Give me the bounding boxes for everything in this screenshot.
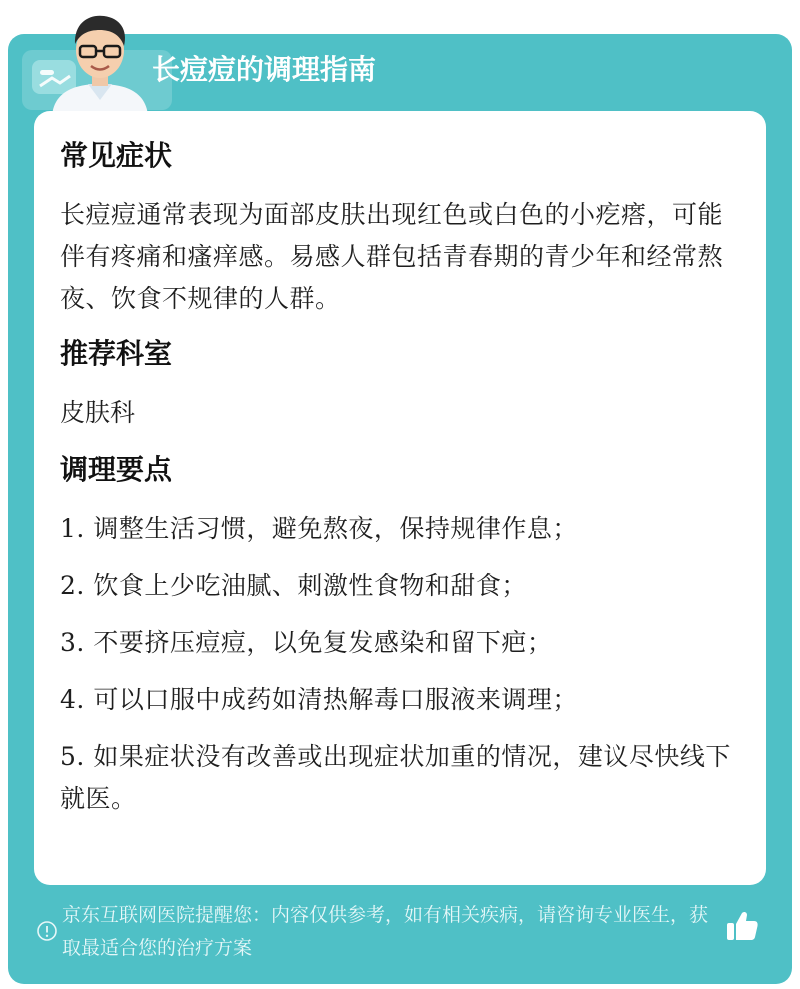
tip-text: 调整生活习惯，避免熬夜，保持规律作息；	[93, 514, 578, 543]
tip-number: 4.	[60, 685, 85, 714]
thumbs-up-icon[interactable]	[724, 908, 760, 944]
tip-number: 2.	[60, 571, 85, 600]
info-icon	[36, 920, 58, 942]
tip-text: 如果症状没有改善或出现症状加重的情况，建议尽快线下就医。	[60, 742, 731, 813]
card-content	[60, 136, 740, 835]
doctor-avatar-icon	[44, 4, 156, 116]
tip-number: 1.	[60, 514, 85, 543]
department-heading: 推荐科室	[60, 337, 173, 370]
tips-list	[60, 508, 740, 820]
tip-number: 3.	[60, 628, 85, 657]
page-title: 长痘痘的调理指南	[152, 53, 377, 86]
symptoms-text: 长痘痘通常表现为面部皮肤出现红色或白色的小疙瘩，可能伴有疼痛和瘙痒感。易感人群包括青春期的青少年和经常熬夜、饮食不规律的人群。	[60, 200, 724, 313]
department-text: 皮肤科	[60, 398, 136, 427]
tip-item	[60, 679, 740, 721]
tip-item	[60, 508, 740, 550]
tip-item	[60, 565, 740, 607]
tip-item	[60, 622, 740, 664]
footer-disclaimer: 京东互联网医院提醒您：内容仅供参考，如有相关疾病，请咨询专业医生，获取最适合您的治疗方案	[62, 904, 709, 959]
tip-number: 5.	[60, 742, 85, 771]
tip-text: 不要挤压痘痘，以免复发感染和留下疤；	[93, 628, 553, 657]
tip-text: 饮食上少吃油腻、刺激性食物和甜食；	[93, 571, 527, 600]
symptoms-heading: 常见症状	[60, 139, 173, 172]
tips-heading: 调理要点	[60, 453, 173, 486]
tip-text: 可以口服中成药如清热解毒口服液来调理；	[93, 685, 578, 714]
tip-item	[60, 736, 740, 820]
content-card	[34, 111, 766, 885]
